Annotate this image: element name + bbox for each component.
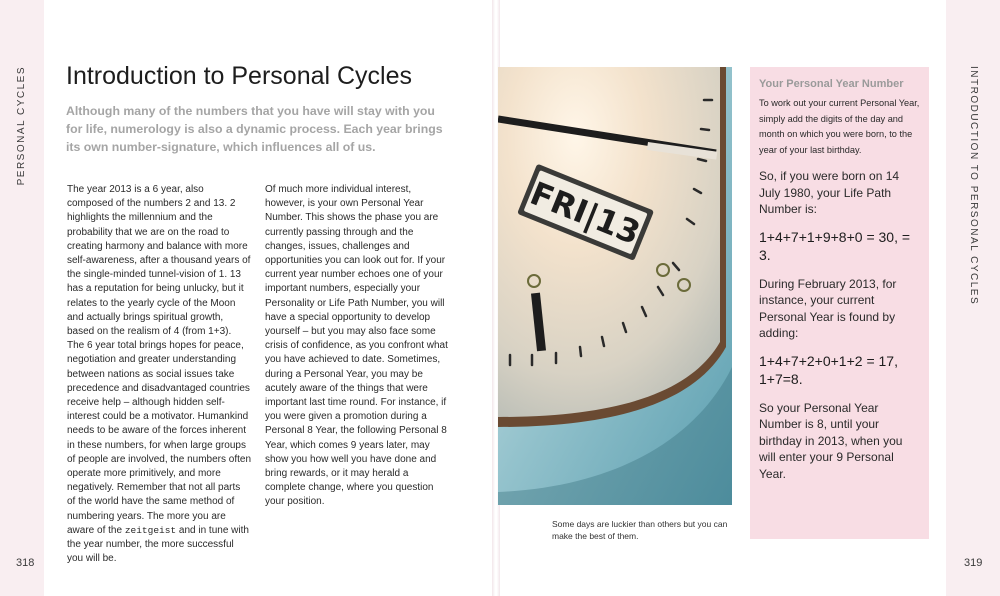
right-running-head: INTRODUCTION TO PERSONAL CYCLES (968, 66, 979, 306)
watch-illustration (498, 67, 732, 505)
column-1-text: The year 2013 is a 6 year, also composed of the numbers 2 and 13. 2 highlights the millennium and the probability that we are on the road to creating harmony and balance with more self-awareness, after a thousand years of the single-minded tunnel-vision of 1. 13 has a reputation for being unlucky, but it relates to the yearly cycle of the Moon and actually brings spiritual growth, based on the realism of 4 (from 1+3). The 6 year total brings hopes for peace, negotiation and greater understanding between nations as social issues take precedence and disadvantaged countries receive help – although hidden self-interest could be a motivator. Humankind needs to be aware of the forces inherent in these numbers, for when large groups of people are involved, the numbers often operate more primitively, and more negatively. Remember that not all parts of the world have the same method of numbering years. The more you are aware of the (67, 184, 252, 536)
chapter-title: Introduction to Personal Cycles (66, 62, 413, 90)
sidebar-formula-2: 1+4+7+2+0+1+2 = 17, 1+7=8. (759, 352, 898, 387)
sidebar-conclusion: So your Personal Year Number is 8, until your birthday in 2013, when you will enter your 9 Personal Year. (759, 400, 903, 481)
zeitgeist-word: zeitgeist (124, 524, 177, 536)
sidebar-example-1: So, if you were born on 14 July 1980, your Life Path Number is: (759, 169, 900, 216)
date-window-text: FRI|13 (524, 174, 646, 253)
left-page-number: 318 (16, 557, 35, 569)
right-page-number: 319 (964, 557, 983, 569)
sidebar-example-2: During February 2013, for instance, your current Personal Year is found by adding: (759, 276, 897, 340)
intro-paragraph: Although many of the numbers that you have will stay with you for life, numerology is also a dynamic process. Each year brings its own number-signature, which influences all of us. (66, 104, 443, 154)
sidebar-title: Your Personal Year Number (759, 78, 904, 90)
body-column-1 (67, 183, 251, 566)
photo-caption: Some days are luckier than others but you can make the best of them. (552, 519, 728, 541)
personal-year-sidebar (750, 67, 929, 539)
sidebar-intro: To work out your current Personal Year, simply add the digits of the day and month on which you were born, to the year of your last birthday. (759, 98, 920, 155)
watch-photo (498, 67, 732, 505)
body-column-2: Of much more individual interest, however, is your own Personal Year Number. This shows the phase you are currently passing through and the changes, issues, challenges and opportunities you can look out for. If your current year number echoes one of your important numbers, especially your Personality or Life Path Number, you will have a special opportunity to develop yourself – but you may also face some crisis of confidence, as you confront what you have achieved to date. Sometimes, during a Personal Year, you may be acutely aware of the things that were important last time round. For instance, if you were given a promotion during a Personal 8 Year, the following Personal 8 Year, which comes 9 years later, may show you how well you have done and bring rewards, or it may herald a complete change, where you question your position. (265, 184, 448, 508)
sidebar-formula-1: 1+4+7+1+9+8+0 = 30, = 3. (759, 228, 911, 263)
column-1-ending: and in tune with the year number, the more successful you will be. (67, 524, 249, 565)
left-running-head: PERSONAL CYCLES (16, 66, 27, 186)
